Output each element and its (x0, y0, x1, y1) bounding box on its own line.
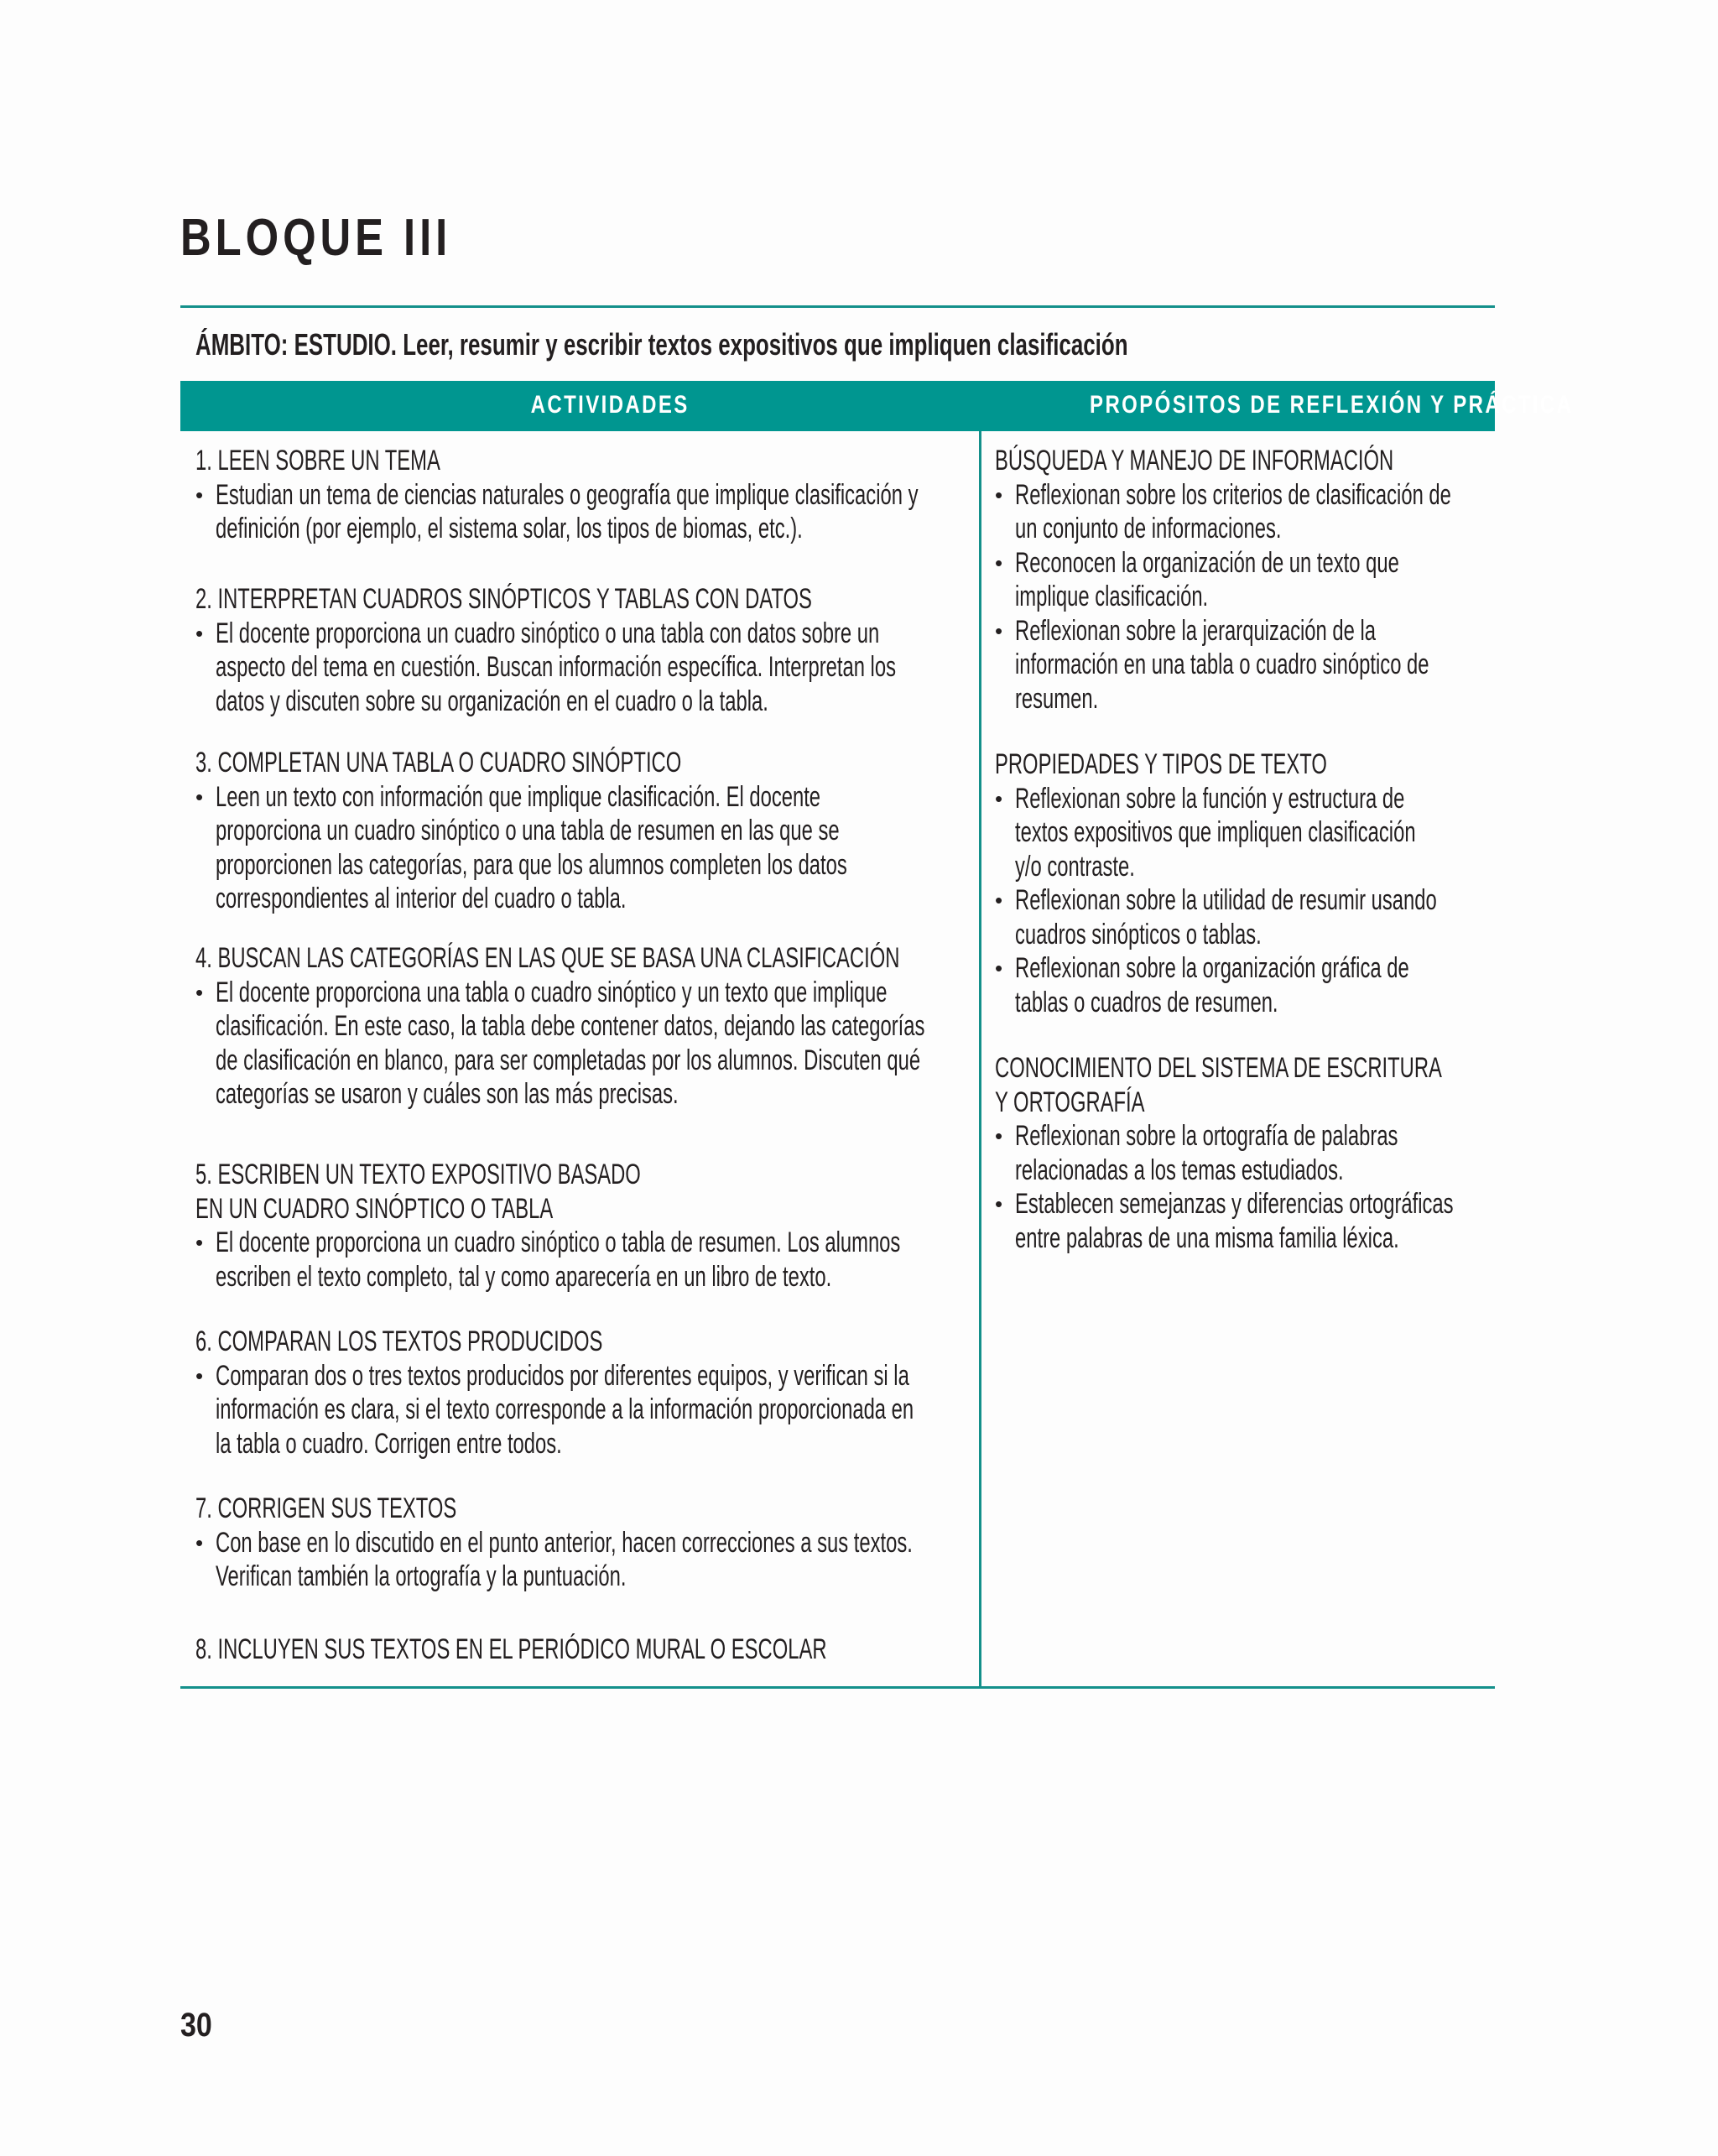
block-heading: 7. CORRIGEN SUS TEXTOS (195, 1492, 457, 1524)
bullet-text: la tabla o cuadro. Corrigen entre todos. (216, 1427, 562, 1460)
bullet-item (995, 1119, 1642, 1187)
bullet-icon: • (195, 979, 204, 1005)
bullet-icon: • (995, 1123, 1003, 1148)
bullet-text: Leen un texto con información que implique clasificación. El docente (216, 780, 821, 813)
ambito-heading: ÁMBITO: ESTUDIO. Leer, resumir y escribir textos expositivos que impliquen clasificación (195, 327, 1128, 362)
bullet-icon: • (995, 482, 1003, 508)
bullet-text: resumen. (1015, 682, 1099, 715)
bullet-item (995, 478, 1638, 546)
bullet-text: Establecen semejanzas y diferencias ortográficas (1015, 1188, 1454, 1220)
block-heading: Y ORTOGRAFÍA (995, 1086, 1145, 1118)
bullet-item (995, 614, 1638, 716)
bullet-text: Reflexionan sobre la utilidad de resumir usando (1015, 884, 1437, 916)
bullet-icon: • (995, 888, 1003, 913)
bullet-item (995, 782, 1617, 884)
content-block (195, 1325, 1213, 1461)
bullet-text: información es clara, si el texto corresponde a la información proporcionada en (216, 1393, 914, 1425)
bullet-item (195, 1526, 1211, 1594)
bullet-text: relacionadas a los temas estudiados. (1015, 1154, 1344, 1186)
bullet-text: El docente proporciona un cuadro sinóptico o una tabla con datos sobre un (216, 617, 880, 649)
bullet-item (995, 1187, 1642, 1255)
bullet-icon: • (195, 1230, 204, 1255)
bullet-icon: • (195, 620, 204, 646)
bullet-text: El docente proporciona una tabla o cuadro sinóptico y un texto que implique (216, 976, 888, 1008)
bullet-text: entre palabras de una misma familia léxica. (1015, 1221, 1399, 1254)
content-block (195, 1633, 1097, 1667)
bullet-item (995, 951, 1617, 1019)
bullet-item (195, 1359, 1213, 1461)
bullet-text: Reflexionan sobre la función y estructura de (1015, 782, 1405, 815)
bullet-icon: • (995, 617, 1003, 643)
bullet-text: tablas o cuadros de resumen. (1015, 986, 1278, 1018)
bullet-text: Reflexionan sobre la jerarquización de la (1015, 614, 1376, 647)
bullet-icon: • (995, 956, 1003, 981)
content-block (195, 746, 1117, 916)
bullet-text: Reflexionan sobre la organización gráfica de (1015, 952, 1409, 984)
bullet-icon: • (195, 482, 204, 508)
content-block (995, 747, 1617, 1019)
bullet-text: Estudian un tema de ciencias naturales o geografía que implique clasificación y (216, 478, 919, 511)
block-heading: 4. BUSCAN LAS CATEGORÍAS EN LAS QUE SE BASA UNA CLASIFICACIÓN (195, 942, 900, 974)
bullet-text: Comparan dos o tres textos producidos por diferentes equipos, y verifican si la (216, 1359, 909, 1392)
block-heading: 5. ESCRIBEN UN TEXTO EXPOSITIVO BASADO (195, 1159, 641, 1190)
block-heading: 2. INTERPRETAN CUADROS SINÓPTICOS Y TABLAS CON DATOS (195, 583, 812, 615)
bullet-item (995, 883, 1617, 951)
bullet-text: Verifican también la ortografía y la puntuación. (216, 1560, 627, 1592)
bullet-icon: • (195, 784, 204, 810)
bullet-text: datos y discuten sobre su organización en el cuadro o la tabla. (216, 685, 768, 717)
bullet-text: El docente proporciona un cuadro sinóptico o tabla de resumen. Los alumnos (216, 1226, 901, 1258)
block-title: BLOQUE III (180, 209, 452, 267)
header-activities: ACTIVIDADES (530, 391, 690, 419)
bullet-text: aspecto del tema en cuestión. Buscan información específica. Interpretan los (216, 651, 896, 683)
bullet-text: Con base en lo discutido en el punto anterior, hacen correcciones a sus textos. (216, 1526, 913, 1559)
bullet-text: un conjunto de informaciones. (1015, 513, 1282, 544)
content-block (195, 1492, 1211, 1594)
block-heading: 8. INCLUYEN SUS TEXTOS EN EL PERIÓDICO MURAL O ESCOLAR (195, 1633, 827, 1665)
bullet-text: Reflexionan sobre los criterios de clasificación de (1015, 478, 1451, 511)
block-heading: CONOCIMIENTO DEL SISTEMA DE ESCRITURA (995, 1052, 1442, 1084)
content-block (995, 444, 1638, 716)
page-number: 30 (180, 2007, 212, 2044)
bullet-text: de clasificación en blanco, para ser completadas por los alumnos. Discuten qué (216, 1044, 921, 1076)
bullet-text: cuadros sinópticos o tablas. (1015, 918, 1262, 950)
block-heading: PROPIEDADES Y TIPOS DE TEXTO (995, 748, 1327, 780)
block-heading: 3. COMPLETAN UNA TABLA O CUADRO SINÓPTICO (195, 747, 682, 779)
bullet-text: Reconocen la organización de un texto que (1015, 546, 1399, 579)
bullet-icon: • (195, 1362, 204, 1388)
bullet-icon: • (195, 1529, 204, 1555)
bullet-item (195, 780, 1117, 916)
content-block (995, 1051, 1642, 1255)
table-header (180, 381, 1574, 431)
bullet-text: proporcionen las categorías, para que los alumnos completen los datos (216, 848, 847, 881)
bullet-text: y/o contraste. (1015, 850, 1135, 883)
bullet-text: textos expositivos que impliquen clasificación (1015, 816, 1416, 848)
bullet-text: categorías se usaron y cuáles son las más precisas. (216, 1078, 679, 1110)
bullet-icon: • (995, 1191, 1003, 1216)
bullet-item (995, 546, 1638, 614)
bullet-text: Reflexionan sobre la ortografía de palabras (1015, 1120, 1398, 1152)
bullet-text: información en una tabla o cuadro sinóptico de (1015, 648, 1429, 680)
block-heading: EN UN CUADRO SINÓPTICO O TABLA (195, 1192, 554, 1225)
bullet-icon: • (995, 549, 1003, 575)
block-heading: 1. LEEN SOBRE UN TEMA (195, 445, 440, 477)
bullet-text: proporciona un cuadro sinóptico o una tabla de resumen en las que se (216, 815, 840, 846)
bullet-text: definición (por ejemplo, el sistema solar, los tipos de biomas, etc.). (216, 513, 803, 544)
bullet-text: clasificación. En este caso, la tabla debe contener datos, dejando las categorías (216, 1010, 925, 1042)
block-heading: 6. COMPARAN LOS TEXTOS PRODUCIDOS (195, 1325, 603, 1357)
bullet-icon: • (995, 785, 1003, 811)
bullet-text: correspondientes al interior del cuadro o tabla. (216, 883, 627, 914)
top-rule (180, 305, 1495, 308)
block-heading: BÚSQUEDA Y MANEJO DE INFORMACIÓN (995, 445, 1394, 477)
bottom-rule (180, 1686, 1495, 1689)
bullet-text: implique clasificación. (1015, 581, 1209, 612)
bullet-text: escriben el texto completo, tal y como aparecería en un libro de texto. (216, 1260, 832, 1293)
header-purposes: PROPÓSITOS DE REFLEXIÓN Y PRÁCTICA (1090, 391, 1574, 419)
